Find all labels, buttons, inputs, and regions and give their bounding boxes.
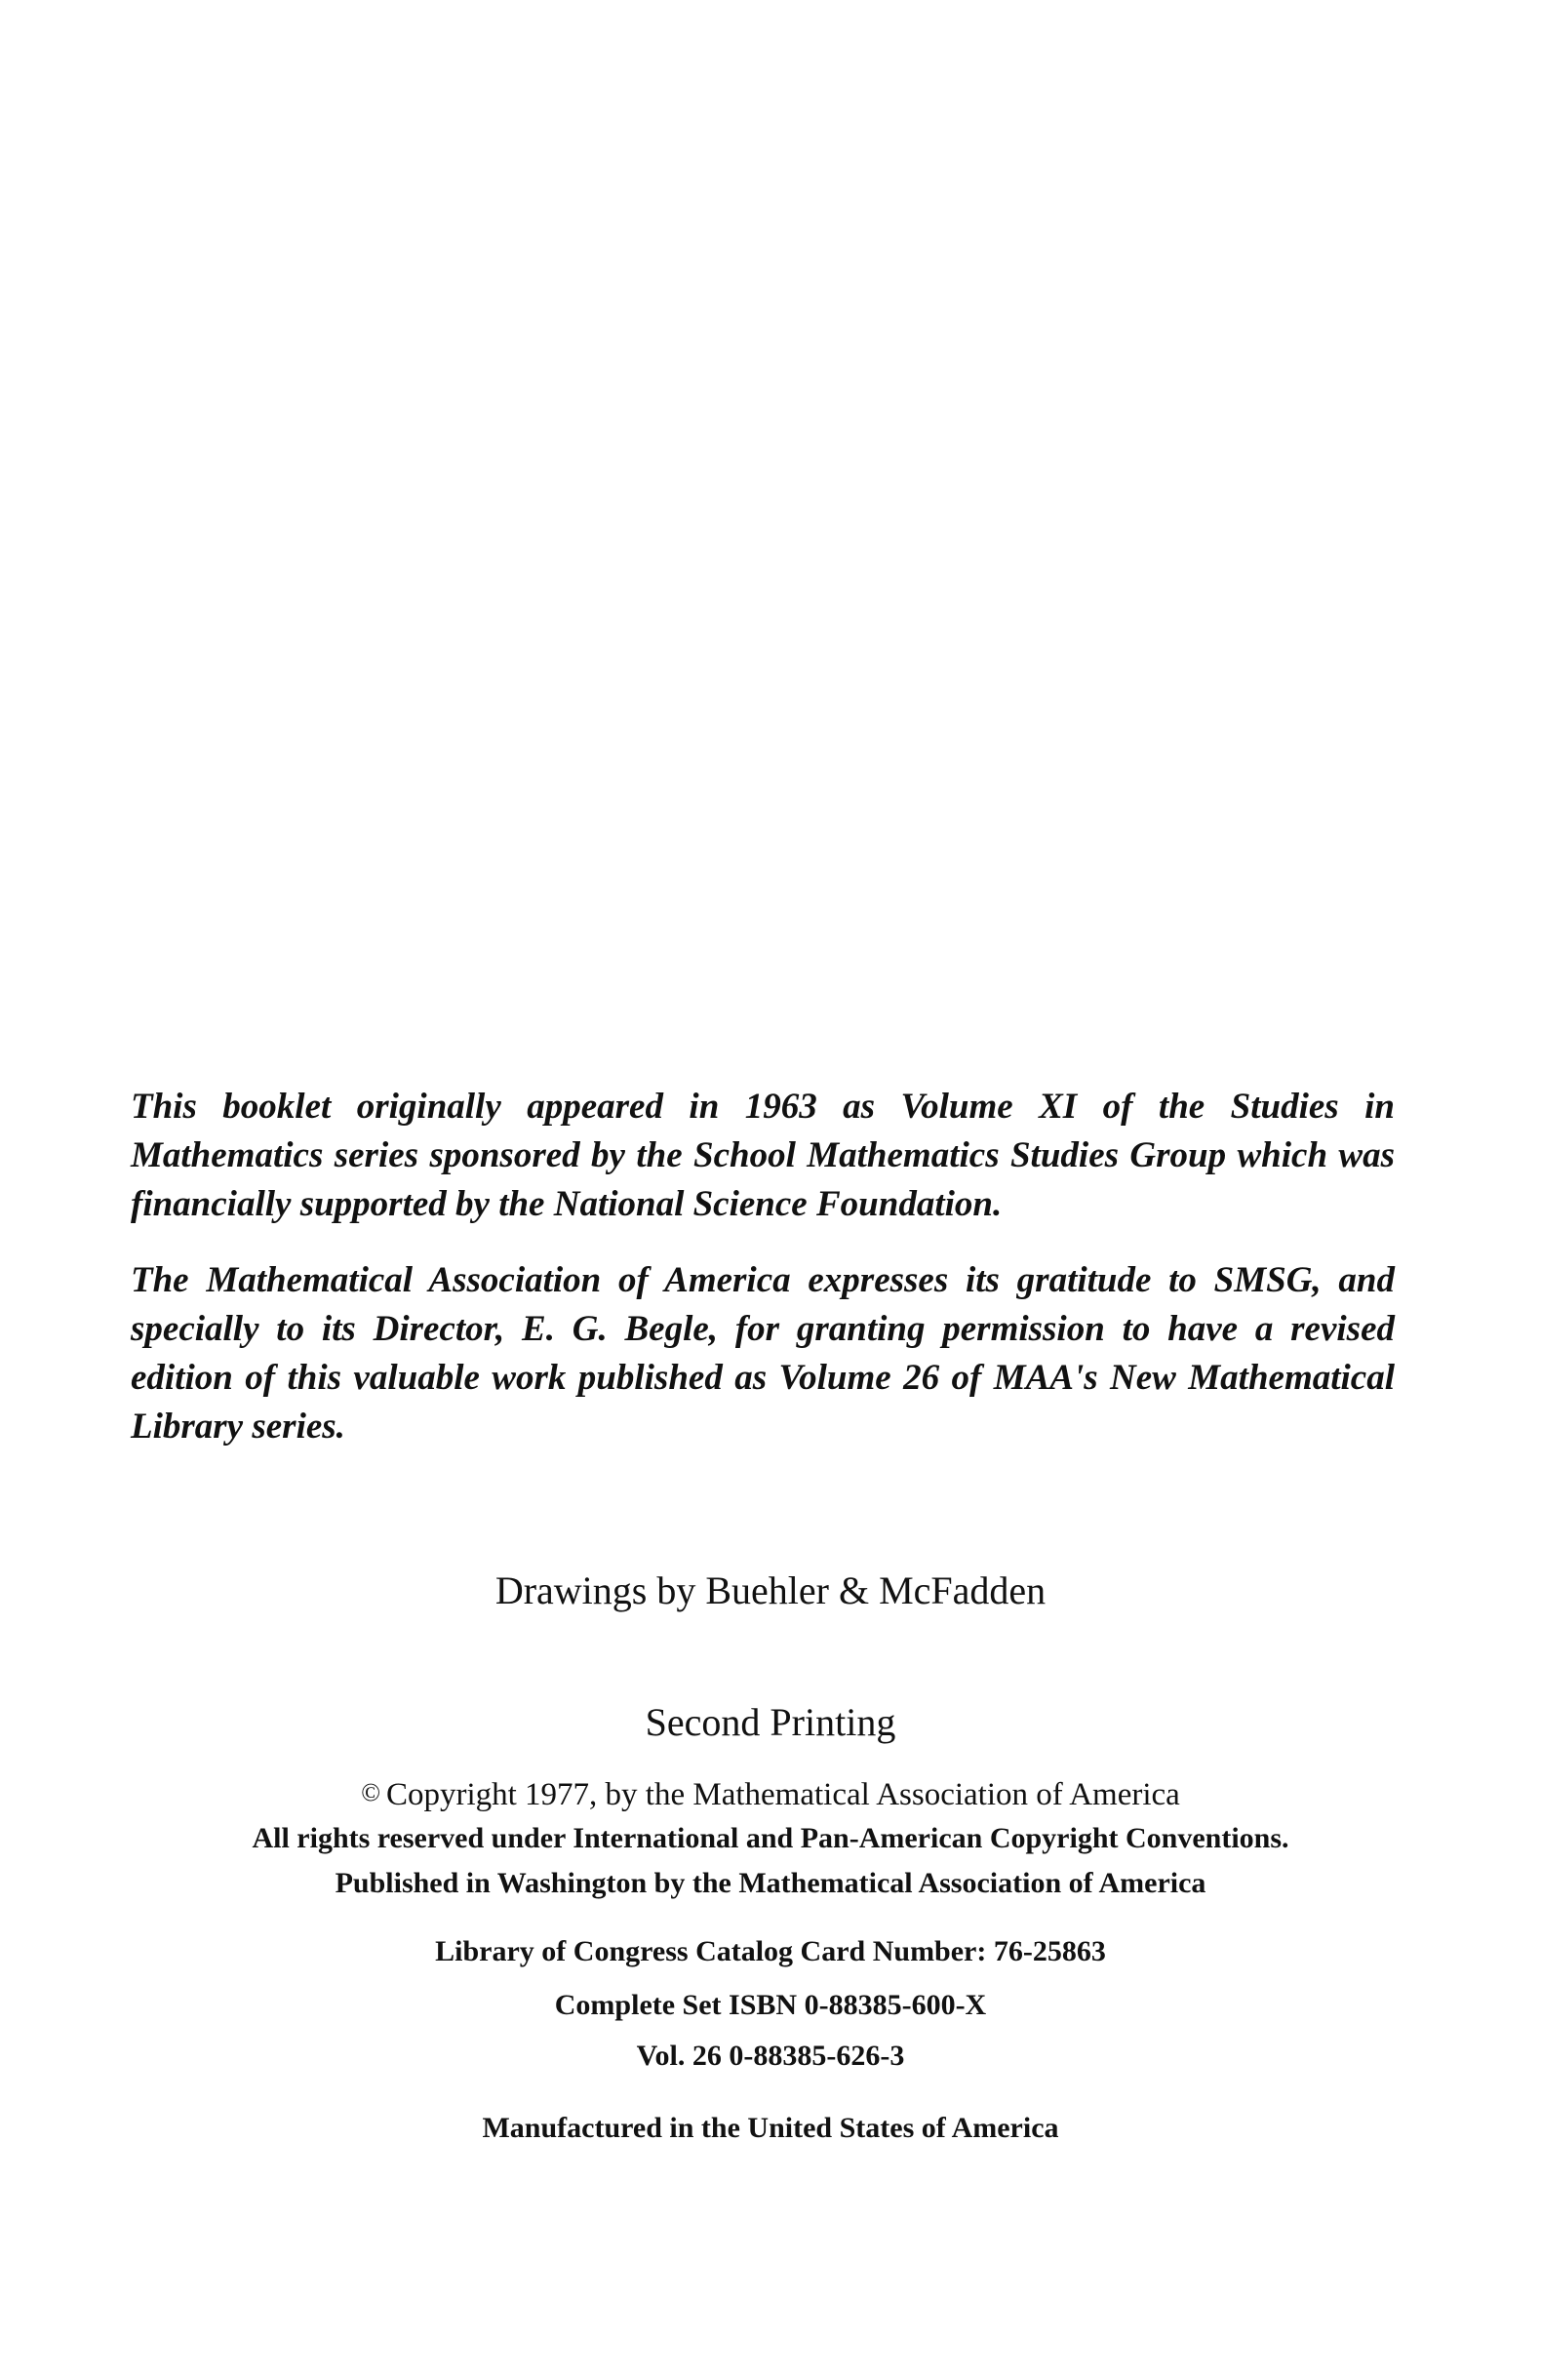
copyright-notice (137, 1770, 1404, 1817)
printing-edition: Second Printing (645, 1700, 896, 1744)
publisher-line: Published in Washington by the Mathematical Association of America (335, 1867, 1206, 1899)
copyright-notice-text: Copyright 1977, by the Mathematical Association of America (385, 1777, 1180, 1812)
intro-text (131, 1083, 1395, 1451)
complete-set-isbn: Complete Set ISBN 0-88385-600-X (554, 1989, 987, 2021)
copyright-symbol: © (361, 1778, 380, 1806)
rights-reserved: All rights reserved under International and Pan-American Copyright Conventions. (252, 1822, 1289, 1854)
drawings-credit: Drawings by Buehler & McFadden (494, 1568, 1047, 1612)
volume-isbn: Vol. 26 0-88385-626-3 (636, 2040, 905, 2072)
intro-paragraph-origin: This booklet originally appeared in 1963 as Volume XI of the Studies in Mathematics series sponsored by the School Mathematics Studies Group which was financially supported by the National Science Foundation. (131, 1087, 1395, 1224)
manufactured-line: Manufactured in the United States of America (482, 2112, 1059, 2144)
catalog-card-number: Library of Congress Catalog Card Number: 76-25863 (435, 1935, 1106, 1967)
intro-paragraph-gratitude: The Mathematical Association of America expresses its gratitude to SMSG, and specially to its Director, E. G. Begle, for granting permission to have a revised edition of this valuable work published as Volume 26 of MAA's New Mathematical Library series. (131, 1260, 1395, 1447)
